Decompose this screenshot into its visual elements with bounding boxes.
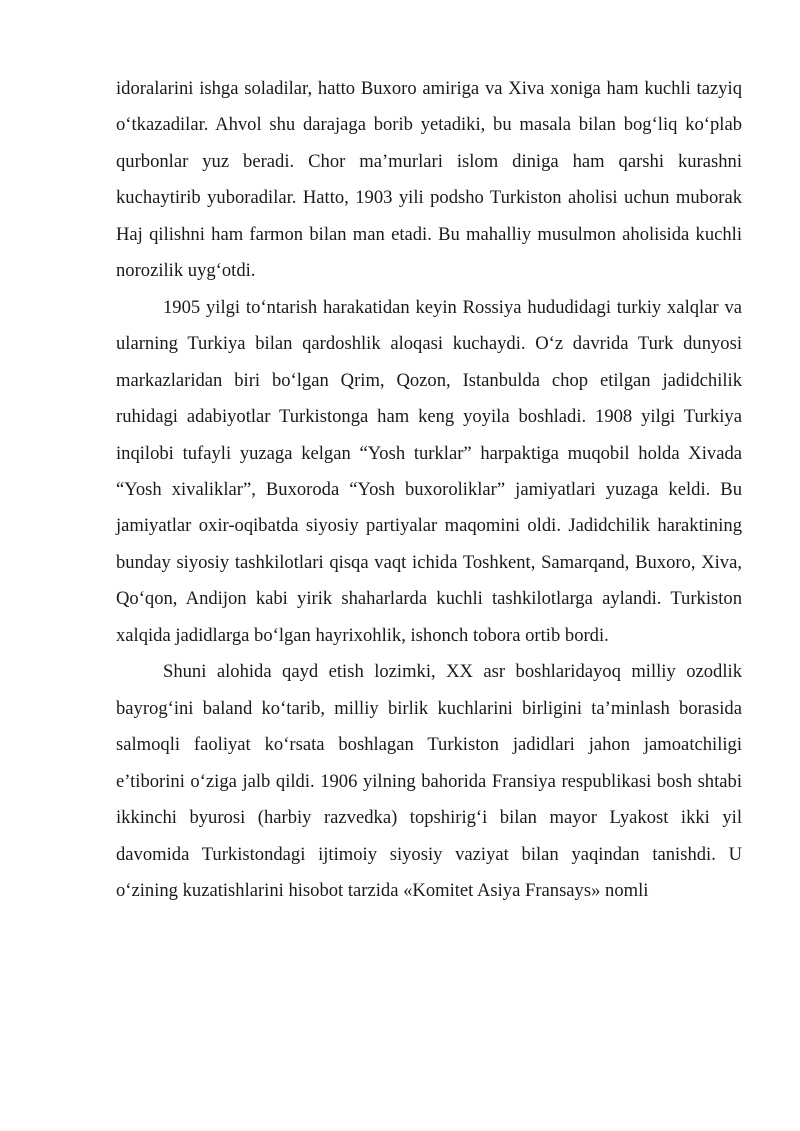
paragraph-1: idoralarini ishga soladilar, hatto Buxoro amiriga va Xiva xoniga ham kuchli tazyiq o‘tkazadilar. Ahvol shu darajaga borib yetadiki, bu masala bilan bog‘liq ko‘plab qurbonlar yuz beradi. Chor ma’murlari islom diniga ham qarshi kurashni kuchaytirib yuboradilar. Hatto, 1903 yili podsho Turkiston aholisi uchun muborak Haj qilishni ham farmon bilan man etadi. Bu mahalliy musulmon aholisida kuchli norozilik uyg‘otdi. xyxy=(116,78,742,282)
paragraph-2: 1905 yilgi to‘ntarish harakatidan keyin Rossiya hududidagi turkiy xalqlar va ularning Turkiya bilan qardoshlik aloqasi kuchaydi. O‘z davrida Turk dunyosi markazlaridan biri bo‘lgan Qrim, Qozon, Istanbulda chop etilgan jadidchilik ruhidagi adabiyotlar Turkistonga ham keng yoyila boshladi. 1908 yilgi Turkiya inqilobi tufayli yuzaga kelgan “Yosh turklar” harpaktiga muqobil holda Xivada “Yosh xivaliklar”, Buxoroda “Yosh buxoroliklar” jamiyatlari yuzaga keldi. Bu jamiyatlar oxir-oqibatda siyosiy partiyalar maqomini oldi. Jadidchilik haraktining bunday siyosiy tashkilotlari qisqa vaqt ichida Toshkent, Samarqand, Buxoro, Xiva, Qo‘qon, Andijon kabi yirik shaharlarda kuchli tashkilotlarga aylandi. Turkiston xalqida jadidlarga bo‘lgan hayrixohlik, ishonch tobora ortib bordi. xyxy=(116,296,742,646)
document-body xyxy=(116,71,742,909)
paragraph-3: Shuni alohida qayd etish lozimki, XX asr boshlaridayoq milliy ozodlik bayrog‘ini baland ko‘tarib, milliy birlik kuchlarini birligini ta’minlash borasida salmoqli faoliyat ko‘rsata boshlagan Turkiston jadidlari jahon jamoatchiligi e’tiborini o‘ziga jalb qildi. 1906 yilning bahorida Fransiya respublikasi bosh shtabi ikkinchi byurosi (harbiy razvedka) topshirig‘i bilan mayor Lyakost ikki yil davomida Turkistondagi ijtimoiy siyosiy vaziyat bilan yaqindan tanishdi. U o‘zining kuzatishlarini hisobot tarzida «Komitet Asiya Fransays» nomli xyxy=(116,661,742,901)
